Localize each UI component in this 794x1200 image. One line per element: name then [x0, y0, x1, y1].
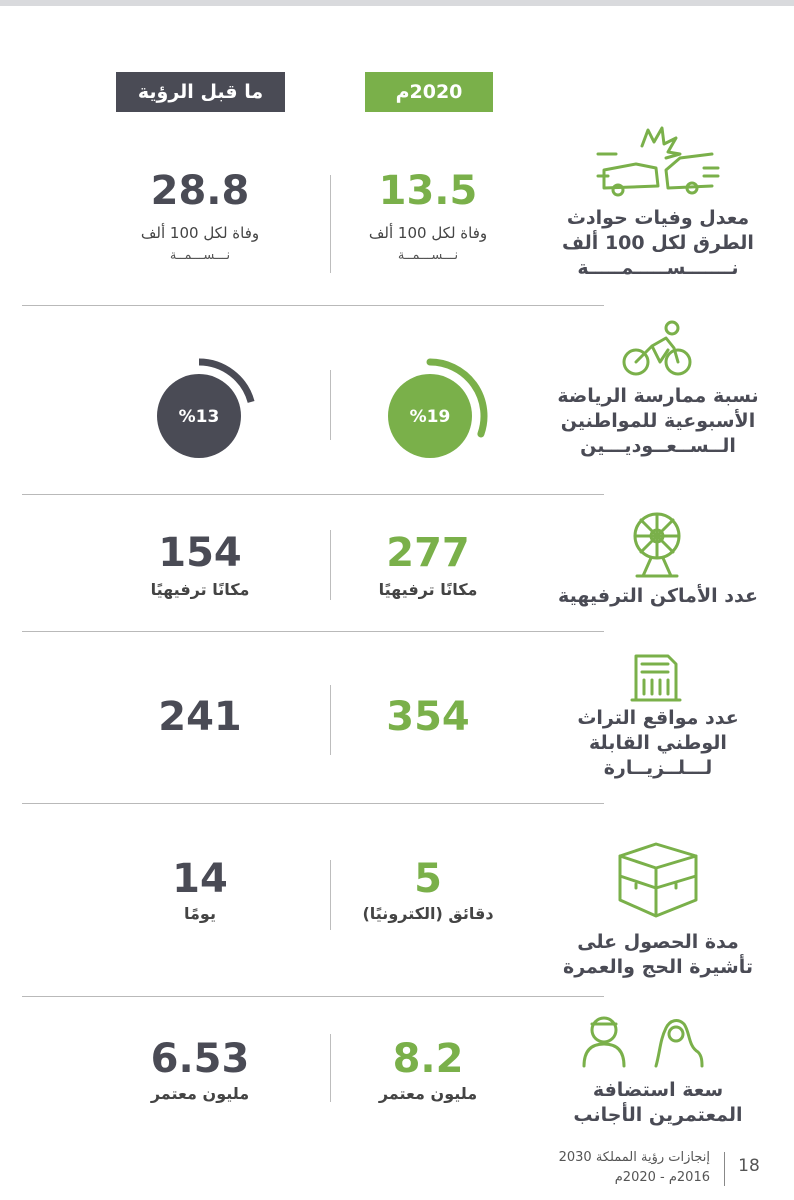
sub-before-pilgrims: مليون معتمر [150, 1084, 250, 1103]
header-before-vision: ما قبل الرؤية [116, 72, 285, 112]
footer-range: 2016م - 2020م [614, 1170, 710, 1185]
sub-before-road-deaths: وفاة لكل 100 ألف [140, 224, 260, 242]
row-separator [22, 803, 604, 804]
row-separator [22, 996, 604, 997]
footer-title: إنجازات رؤية المملكة 2030 [558, 1150, 710, 1165]
divider [330, 685, 331, 755]
ferris-wheel-icon [625, 508, 689, 584]
pilgrims-icon [578, 1012, 708, 1072]
gauge-value: %19 [409, 407, 451, 427]
page-number: 18 [738, 1156, 760, 1176]
header-2020: 2020م [365, 72, 493, 112]
value-before-visa: 14 [172, 856, 228, 902]
sub-before-road-deaths-2: نـــســـمــة [169, 248, 231, 263]
value-2020-heritage: 354 [386, 694, 470, 740]
divider [330, 175, 331, 273]
cyclist-icon [622, 320, 692, 384]
value-2020-visa: 5 [414, 856, 442, 902]
divider [330, 860, 331, 930]
value-2020-entertainment: 277 [386, 530, 470, 576]
sports-2020-gauge [378, 350, 496, 468]
value-before-heritage: 241 [158, 694, 242, 740]
label-visa: مدة الحصول على تأشيرة الحج والعمرة [563, 931, 753, 978]
value-before-entertainment: 154 [158, 530, 242, 576]
footer-divider [724, 1152, 725, 1186]
label-road-deaths: معدل وفيات حوادث الطرق لكل 100 ألف نـــــــســـــمـــــة [562, 207, 754, 279]
sub-before-visa: يومًا [184, 904, 216, 923]
label-sports: نسبة ممارسة الرياضة الأسبوعية للمواطنين الــســعــوديـــين [557, 385, 759, 457]
value-before-road-deaths: 28.8 [150, 168, 250, 214]
row-separator [22, 494, 604, 495]
sports-before-gauge [147, 350, 265, 468]
sub-2020-pilgrims: مليون معتمر [378, 1084, 478, 1103]
heritage-building-icon [628, 650, 684, 706]
divider [330, 530, 331, 600]
sub-2020-visa: دقائق (الكترونيًا) [362, 904, 494, 923]
divider [330, 1034, 331, 1102]
sub-2020-entertainment: مكانًا ترفيهيًا [378, 580, 478, 599]
value-2020-road-deaths: 13.5 [378, 168, 478, 214]
sub-2020-road-deaths-2: نـــســـمــة [397, 248, 459, 263]
row-separator [22, 631, 604, 632]
car-crash-icon [596, 124, 720, 208]
gauge-value: %13 [178, 407, 220, 427]
label-heritage: عدد مواقع التراث الوطني القابلة لـــلــزيــارة [577, 707, 739, 779]
sub-before-entertainment: مكانًا ترفيهيًا [150, 580, 250, 599]
value-before-pilgrims: 6.53 [150, 1036, 250, 1082]
top-bar [0, 0, 794, 6]
row-separator [22, 305, 604, 306]
sub-2020-road-deaths: وفاة لكل 100 ألف [368, 224, 488, 242]
value-2020-pilgrims: 8.2 [392, 1036, 464, 1082]
divider [330, 370, 331, 440]
kaaba-icon [612, 834, 702, 928]
label-pilgrims: سعة استضافة المعتمرين الأجانب [573, 1079, 743, 1126]
label-entertainment: عدد الأماكن الترفيهية [558, 585, 758, 607]
